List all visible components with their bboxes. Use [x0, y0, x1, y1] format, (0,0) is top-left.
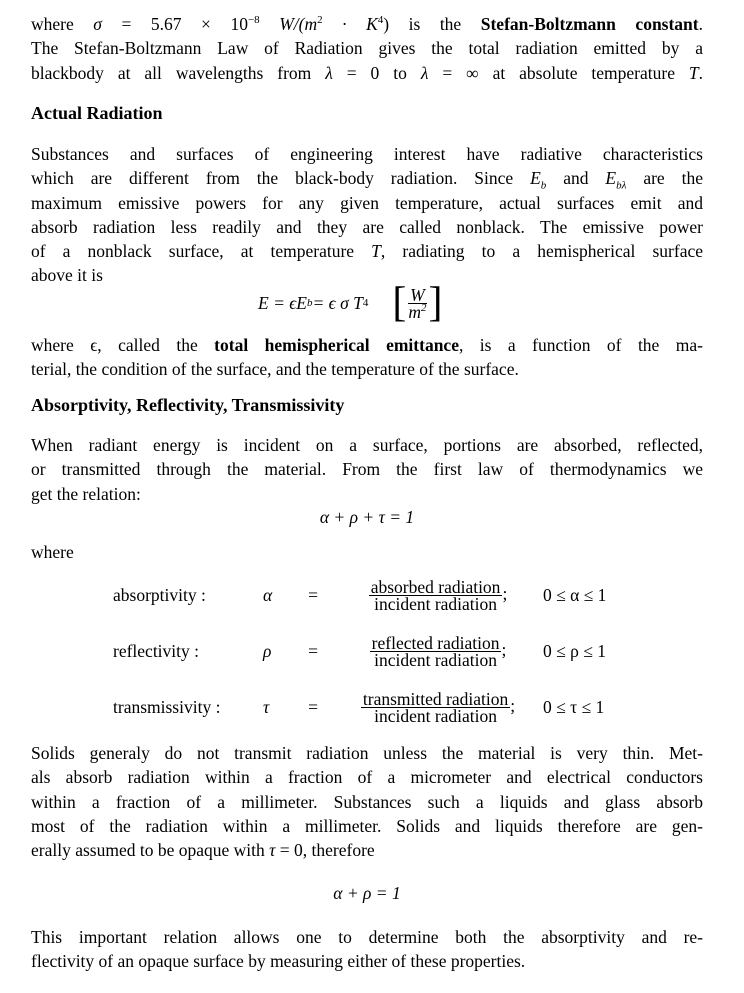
equals-sign: =: [308, 696, 318, 717]
definitions-table: [113, 567, 606, 735]
text-line: flectivity of an opaque surface by measuring either of these properties.: [31, 951, 526, 972]
text-line: or transmitted through the material. From the first law of thermodynamics we: [31, 459, 703, 480]
text-line: maximum emissive powers for any given temperature, actual surfaces emit and: [31, 192, 703, 213]
text-line: The Stefan-Boltzmann Law of Radiation gives the total radiation emitted by a: [31, 38, 703, 59]
definition-fraction: $\frac{\text{absorbed radiation}}{\text{incident radiation}}$: [370, 576, 501, 614]
definition-symbol: ρ: [263, 640, 272, 661]
emittance-paragraph: [31, 333, 703, 382]
definition-fraction: $\frac{\text{transmitted radiation}}{\text{incident radiation}}$: [362, 688, 509, 726]
text-line: This important relation allows one to determine both the absorptivity and re-: [31, 927, 703, 947]
text-line: most of the radiation within a millimeter. Solids and liquids therefore are gen-: [31, 815, 703, 836]
conservation-equation: α + ρ + τ = 1: [319, 507, 415, 527]
emissive-power-equation: E = ϵE b = ϵ σ T 4 [ $\frac{W}{m^2}$ ]: [258, 280, 443, 326]
text-line: where ϵ, called the total hemispherical emittance, is a function of the ma-: [31, 335, 703, 355]
actual-radiation-paragraph: [31, 142, 703, 288]
text-line: absorb radiation less readily and they are called nonblack. The emissive power: [31, 216, 703, 237]
section-heading-absorptivity: Absorptivity, Reflectivity, Transmissivity: [31, 395, 345, 415]
definition-fraction: $\frac{\text{reflected radiation}}{\text{incident radiation}}$: [371, 632, 500, 670]
definition-label: absorptivity :: [113, 584, 206, 605]
text-line: Substances and surfaces of engineering interest have radiative characteristics: [31, 144, 703, 164]
opaque-surface-equation: α + ρ = 1: [333, 883, 401, 903]
units-fraction: $\frac{W}{m^2}$: [408, 284, 427, 322]
definition-row-absorptivity: absorptivity : α = $\frac{\text{absorbed radiation}}{\text{incident radiation}}$ ; 0 ≤ α ≤ 1: [113, 567, 606, 623]
definition-row-transmissivity: transmissivity : τ = $\frac{\text{transmitted radiation}}{\text{incident radiation}}$ ; 0 ≤ τ ≤ 1: [113, 679, 606, 735]
definition-range: 0 ≤ ρ ≤ 1: [543, 640, 606, 661]
definition-label: reflectivity :: [113, 640, 200, 661]
text-line: get the relation:: [31, 483, 141, 504]
stefan-boltzmann-paragraph: [31, 12, 703, 85]
definition-label: transmissivity :: [113, 696, 221, 717]
total-hemispherical-emittance-term: total hemispherical emittance: [214, 335, 459, 355]
opacity-paragraph: [31, 741, 703, 862]
text-line: erally assumed to be opaque with τ = 0, therefore: [31, 840, 375, 861]
equals-sign: =: [308, 584, 318, 605]
text-line: blackbody at all wavelengths from λ = 0 to λ = ∞ at absolute temperature T.: [31, 62, 704, 83]
where-label: where: [31, 542, 74, 562]
text-line: Solids generaly do not transmit radiation unless the material is very thin. Met-: [31, 743, 703, 763]
text-line: terial, the condition of the surface, and the temperature of the surface.: [31, 359, 519, 380]
definition-symbol: α: [263, 584, 273, 605]
text-line: of a nonblack surface, at temperature T, radiating to a hemispherical surface: [31, 241, 703, 262]
text-line: within a fraction of a millimeter. Substances such a liquids and glass absorb: [31, 791, 703, 812]
absorptivity-intro-paragraph: [31, 433, 703, 506]
definition-range: 0 ≤ τ ≤ 1: [543, 696, 605, 717]
stefan-boltzmann-constant-term: Stefan-Boltzmann constant: [480, 14, 699, 34]
definition-row-reflectivity: reflectivity : ρ = $\frac{\text{reflected radiation}}{\text{incident radiation}}$ ; 0 ≤ ρ ≤ 1: [113, 623, 606, 679]
text-line: which are different from the black-body radiation. Since $E_b$ and $E_{b\lambda}$ are the: [31, 168, 703, 192]
units-bracket: [ $\frac{W}{m^2}$ ]: [392, 280, 443, 326]
closing-paragraph: [31, 925, 703, 974]
text-line: When radiant energy is incident on a surface, portions are absorbed, reflected,: [31, 435, 703, 455]
equals-sign: =: [308, 640, 318, 661]
text-line: above it is: [31, 265, 103, 286]
definition-symbol: τ: [263, 696, 270, 717]
text-line: where $\sigma = 5.67 \times 10^{-8}$ $W/(m^2 \cdot K^4)$ is the Stefan-Boltzmann constant.: [31, 14, 703, 34]
section-heading-actual-radiation: Actual Radiation: [31, 103, 163, 123]
text-line: als absorb radiation within a fraction of a micrometer and electrical conductors: [31, 767, 703, 788]
definition-range: 0 ≤ α ≤ 1: [543, 584, 607, 605]
